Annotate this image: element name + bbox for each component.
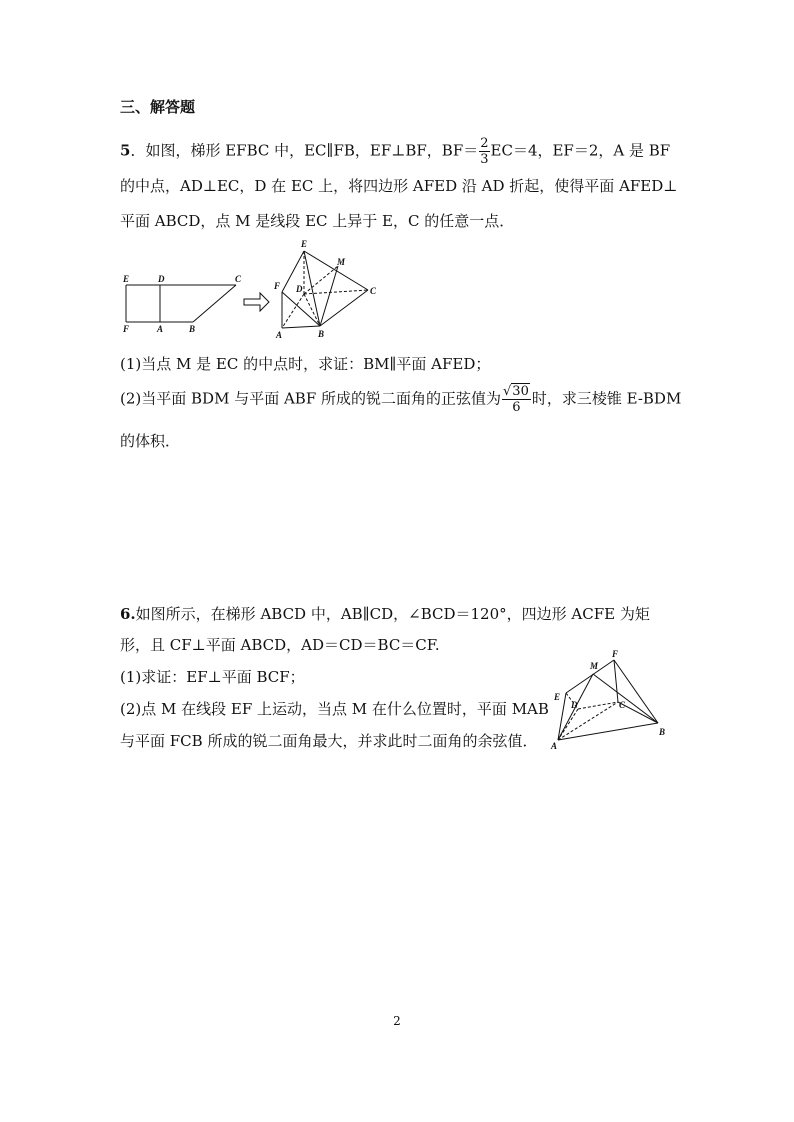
q6-label-b: B	[659, 727, 666, 737]
q5-flat-label-e: E	[123, 274, 130, 284]
q5-hidden-edges	[282, 251, 368, 328]
q6-label-c: C	[619, 700, 626, 710]
q5-part2-sqrt: 30	[512, 384, 529, 399]
q6-number: 6.	[120, 605, 136, 623]
q5-line3: 平面 ABCD，点 M 是线段 EC 上异于 E，C 的任意一点．	[120, 212, 515, 230]
q5-flat-trapezoid	[126, 285, 236, 322]
q6-line1	[120, 603, 650, 625]
q5-line1	[120, 136, 670, 167]
q5-frac-num: 2	[480, 136, 489, 151]
q5-solid-label-f: F	[274, 281, 281, 291]
q5-line2: 的中点，AD⊥EC，D 在 EC 上，将四边形 AFED 沿 AD 折起，使得平面 AFED⊥	[120, 177, 678, 195]
q6-label-a: A	[551, 741, 558, 751]
q6-line1-text: 如图所示，在梯形 ABCD 中，AB∥CD，∠BCD＝120°，四边形 ACFE 为矩	[135, 605, 650, 623]
q5-frac-den: 3	[480, 152, 489, 167]
q6-part2-line1: (2)点 M 在线段 EF 上运动，当点 M 在什么位置时，平面 MAB	[120, 700, 549, 718]
q6-part1: (1)求证：EF⊥平面 BCF；	[120, 668, 305, 686]
q5-part2-fraction	[502, 384, 531, 415]
q5-folded-solid	[282, 251, 368, 328]
q5-part2-b: 时，求三棱锥 E-BDM	[531, 389, 682, 408]
q5-part1: (1)当点 M 是 EC 的中点时，求证：BM∥平面 AFED；	[120, 355, 491, 373]
q5-flat-label-a: A	[157, 324, 164, 334]
q6-label-f: F	[612, 649, 619, 659]
q5-figure	[118, 238, 388, 344]
q6-label-m: M	[590, 661, 599, 671]
q5-part2-den: 6	[512, 400, 521, 415]
q5-part2-line2: 的体积．	[120, 432, 181, 450]
q6-label-e: E	[554, 692, 561, 702]
q6-figure	[548, 645, 678, 757]
q5-solid-label-b: B	[318, 329, 325, 339]
q5-line1-a: ．如图，梯形 EFBC 中，EC∥FB，EF⊥BF，BF＝	[130, 141, 479, 160]
q6-part2-line2: 与平面 FCB 所成的锐二面角最大，并求此时二面角的余弦值．	[120, 732, 538, 750]
right-arrow-icon	[244, 293, 269, 311]
q6-hidden-edges	[558, 693, 618, 740]
q5-flat-label-b: B	[189, 324, 196, 334]
page-number: 2	[393, 1014, 401, 1028]
q5-flat-label-d: D	[158, 274, 165, 284]
q5-solid-label-d: D	[296, 284, 303, 294]
q6-label-d: D	[571, 700, 578, 710]
q5-solid-label-a: A	[276, 330, 283, 340]
q5-flat-label-f: F	[123, 324, 130, 334]
q5-solid-label-e: E	[301, 239, 308, 249]
q5-part2-line1	[120, 384, 681, 415]
q5-solid-label-c: C	[370, 286, 377, 296]
q5-part2-a: (2)当平面 BDM 与平面 ABF 所成的锐二面角的正弦值为	[120, 389, 501, 408]
q5-flat-label-c: C	[235, 274, 242, 284]
q5-solid-label-m: M	[337, 257, 346, 267]
q5-number: 5	[120, 141, 131, 160]
section-title: 三、解答题	[120, 98, 196, 116]
q5-part2-num: √30	[503, 384, 529, 399]
q5-line1-b: EC＝4，EF＝2，A 是 BF	[490, 141, 671, 160]
q5-fraction	[479, 136, 489, 167]
q6-line2: 形，且 CF⊥平面 ABCD，AD＝CD＝BC＝CF.	[120, 636, 440, 654]
